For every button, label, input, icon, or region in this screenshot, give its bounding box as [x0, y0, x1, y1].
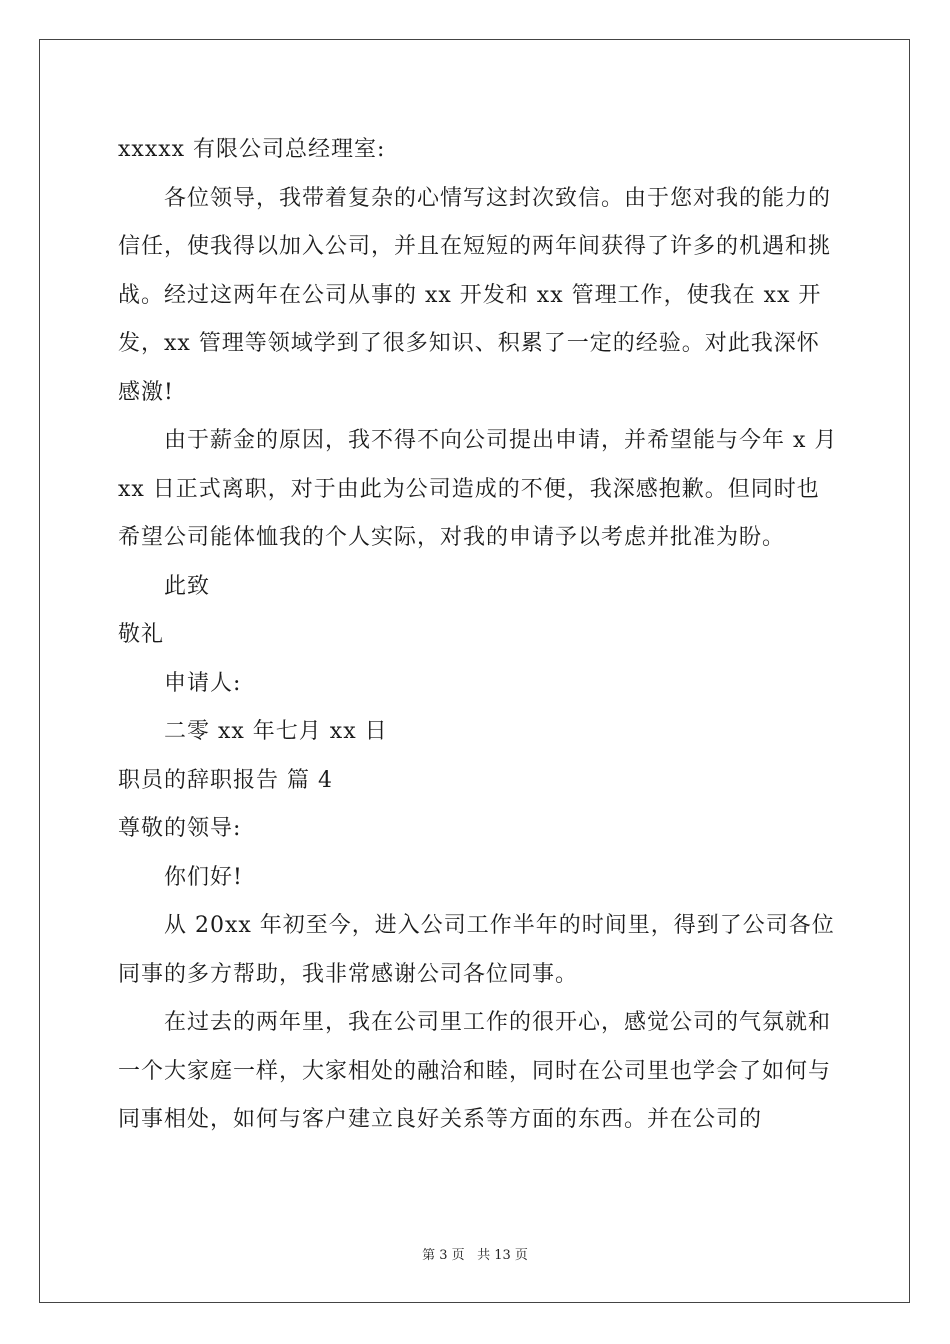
date-line: 二零 xx 年七月 xx 日	[164, 719, 388, 744]
paragraph: 从 20xx 年初至今，进入公司工作半年的时间里，得到了公司各位同事的多方帮助，我非常感谢公司各位同事。	[118, 913, 835, 987]
closing-line: 此致	[164, 573, 211, 599]
paragraph: 各位领导，我带着复杂的心情写这封次致信。由于您对我的能力的信任，使我得以加入公司，并且在短短的两年间获得了许多的机遇和挑战。经过这两年在公司从事的 xx 开发和 xx 管理工作，使我在 xx 开发，xx 管理等领域学到了很多知识、积累了一定的经验。对此我深怀感激!	[118, 185, 832, 405]
greeting: 你们好!	[164, 864, 243, 890]
closing-line: 敬礼	[118, 622, 165, 647]
paragraph: 由于薪金的原因，我不得不向公司提出申请，并希望能与今年 x 月 xx 日正式离职，对于由此为公司造成的不便，我深感抱歉。但同时也希望公司能体恤我的个人实际，对我的申请予以考虑并批准为盼。	[118, 428, 838, 550]
page-number: 第 3 页	[422, 1248, 465, 1263]
section-title: 职员的辞职报告 篇 4	[118, 767, 333, 793]
paragraph: 在过去的两年里，我在公司里工作的很开心，感觉公司的气氛就和一个大家庭一样，大家相处的融洽和睦，同时在公司里也学会了如何与同事相处，如何与客户建立良好关系等方面的东西。并在公司的	[118, 1010, 832, 1132]
page-total: 共 13 页	[477, 1248, 528, 1263]
document-body	[118, 126, 838, 1145]
salutation: xxxxx 有限公司总经理室:	[118, 137, 386, 162]
salutation: 尊敬的领导:	[118, 816, 242, 841]
page-footer	[0, 1244, 950, 1263]
applicant-label: 申请人:	[164, 670, 242, 696]
